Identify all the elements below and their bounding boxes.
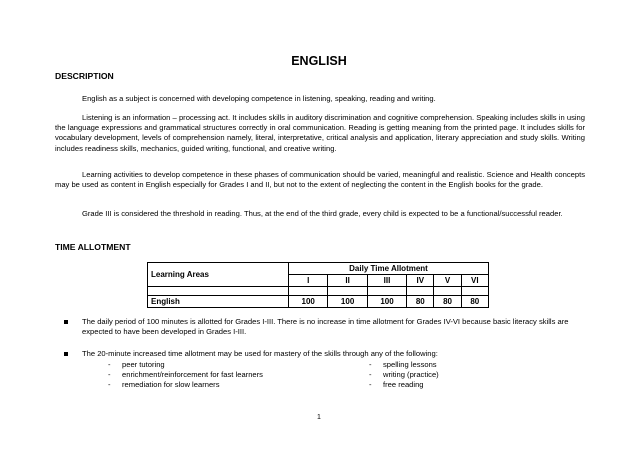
table-cell: 100 — [289, 296, 328, 308]
page-number: 1 — [317, 414, 321, 421]
bullet-item-2 — [70, 349, 585, 359]
bullet-icon — [64, 320, 68, 324]
list-item: - free reading — [369, 380, 424, 389]
time-allotment-heading: TIME ALLOTMENT — [55, 242, 131, 252]
table-cell: 100 — [367, 296, 406, 308]
table-cell: 80 — [434, 296, 461, 308]
bullet-icon — [64, 352, 68, 356]
paragraph-1-text: English as a subject is concerned with developing competence in listening, speaking, reading and writing. — [82, 94, 436, 103]
table-grade-header: I — [289, 275, 328, 287]
bullet-item-1 — [70, 317, 585, 337]
table-grade-header: II — [328, 275, 367, 287]
table-cell: 100 — [328, 296, 367, 308]
table-grade-header: VI — [461, 275, 488, 287]
paragraph-2-text: Listening is an information – processing act. It includes skills in auditory discrimination and cognitive comprehension. Speaking includes skills in using the language expressions and grammatical structures correctly in oral communication. Reading is getting meaning from the printed page. It includes skills for vocabulary development, levels of comprehension namely, literal, interpretative, critical analysis and application, literary appreciation and study skills. Writing includes readiness skills, mechanics, guided writing, functional, and creative writing. — [55, 113, 585, 153]
page-title: ENGLISH — [291, 54, 347, 68]
list-item: - peer tutoring — [108, 360, 165, 369]
list-item: - enrichment/reinforcement for fast learners — [108, 370, 263, 379]
table-header-learning-areas: Learning Areas — [148, 263, 289, 287]
paragraph-4 — [55, 209, 585, 219]
table-grade-header: V — [434, 275, 461, 287]
time-allotment-table — [147, 262, 489, 308]
table-cell: 80 — [461, 296, 488, 308]
list-item: - spelling lessons — [369, 360, 437, 369]
paragraph-4-text: Grade III is considered the threshold in reading. Thus, at the end of the third grade, every child is expected to be a functional/successful reader. — [82, 209, 563, 218]
table-grade-header: III — [367, 275, 406, 287]
paragraph-2 — [55, 113, 585, 154]
list-item: - writing (practice) — [369, 370, 439, 379]
table-header-daily-time: Daily Time Allotment — [289, 263, 489, 275]
list-item: - remediation for slow learners — [108, 380, 220, 389]
table-row-label: English — [148, 296, 289, 308]
table-cell: 80 — [407, 296, 434, 308]
table-grade-header: IV — [407, 275, 434, 287]
paragraph-3 — [55, 170, 585, 190]
bullet-text: The daily period of 100 minutes is allotted for Grades I-III. There is no increase in time allotment for Grades IV-VI because basic literacy skills are expected to have been developed in Grades I-III. — [82, 317, 569, 337]
paragraph-1 — [55, 94, 585, 104]
description-heading: DESCRIPTION — [55, 71, 114, 81]
bullet-text: The 20-minute increased time allotment may be used for mastery of the skills through any of the following: — [82, 349, 438, 358]
table-row — [148, 296, 489, 308]
paragraph-3-text: Learning activities to develop competence in these phases of communication should be varied, meaningful and realistic. Science and Health concepts may be used as content in English especially for Grades I and II, but not to the extent of neglecting the content in the English books for the grade. — [55, 170, 585, 190]
